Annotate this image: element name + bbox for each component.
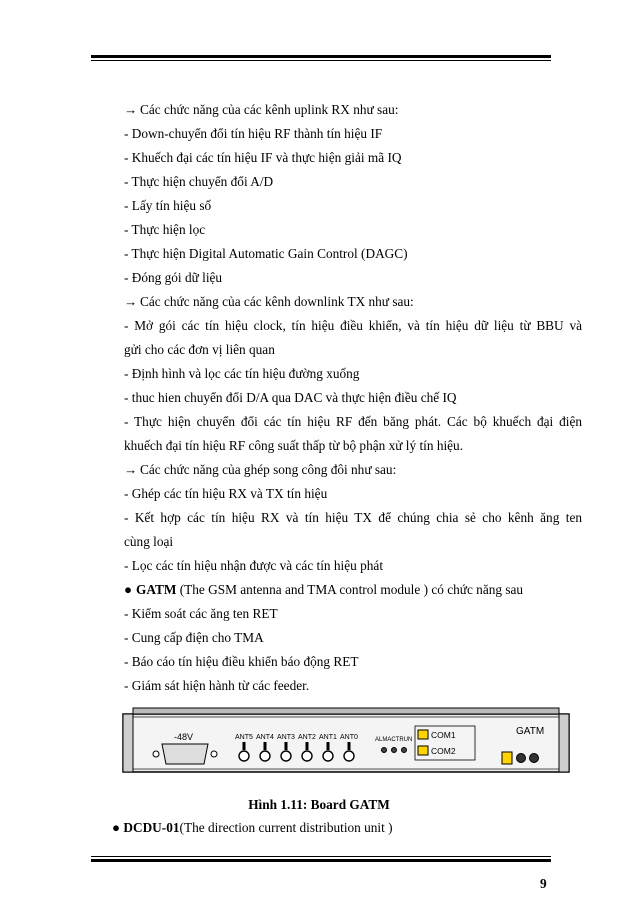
footer-rule-thin [91, 856, 551, 857]
line-text: - Lọc các tín hiệu nhận được và các tín hiệu phát [124, 558, 384, 573]
dcdu-line [112, 820, 393, 836]
arrow-icon: → [124, 462, 138, 477]
text-line [124, 602, 582, 626]
gatm-board-figure [122, 706, 570, 780]
line-text: Các chức năng của các kênh uplink RX như sau: [140, 102, 399, 117]
line-text: Các chức năng của ghép song công đôi như sau: [140, 462, 397, 477]
antenna-stem [285, 742, 288, 750]
line-text: - Lấy tín hiệu số [124, 198, 212, 213]
text-line [124, 554, 582, 578]
line-text: Các chức năng của các kênh downlink TX như sau: [140, 294, 414, 309]
socket-yellow-icon [502, 752, 512, 764]
top-bar [133, 708, 559, 714]
text-line [124, 458, 582, 482]
text-line [124, 338, 582, 362]
line-text: - Kiểm soát các ăng ten RET [124, 606, 278, 621]
line-text: - Down-chuyển đổi tín hiệu RF thành tín hiệu IF [124, 126, 383, 141]
antenna-stem [243, 742, 246, 750]
line-text: - Thực hiện chuyển đổi các tín hiệu RF đến băng phát. Các bộ khuếch đại điện [124, 414, 582, 429]
antenna-stem [306, 742, 309, 750]
line-text: - Khuếch đại các tín hiệu IF và thực hiện giải mã IQ [124, 150, 402, 165]
body-text [124, 98, 582, 698]
line-text: - Thực hiện chuyển đổi A/D [124, 174, 274, 189]
text-line [124, 218, 582, 242]
antenna-connector-icon [302, 751, 312, 761]
antenna-connector-icon [344, 751, 354, 761]
term: GATM [136, 582, 177, 597]
text-line [124, 410, 582, 434]
text-line [124, 650, 582, 674]
right-handle [559, 714, 569, 772]
text-line [124, 506, 582, 530]
antenna-connector-icon [281, 751, 291, 761]
led-icon [382, 748, 387, 753]
com2-label: COM2 [431, 746, 456, 756]
antenna-stem [264, 742, 267, 750]
antenna-label: ANT0 [340, 734, 358, 741]
bullet-icon: ● [112, 820, 121, 835]
header-rule [91, 55, 551, 58]
text-line [124, 170, 582, 194]
text-line [124, 626, 582, 650]
line-text: - Kết hợp các tín hiệu RX và tín hiệu TX để chúng chia sẻ cho kênh ăng ten [124, 510, 582, 525]
line-text: - Mở gói các tín hiệu clock, tín hiệu điều khiển, và tín hiệu dữ liệu từ BBU và [124, 318, 582, 333]
com1-label: COM1 [431, 730, 456, 740]
line-text: - Cung cấp điện cho TMA [124, 630, 264, 645]
line-text: - Định hình và lọc các tín hiệu đường xuống [124, 366, 360, 381]
led-icon [392, 748, 397, 753]
footer-rule [91, 859, 551, 862]
text-line [124, 578, 582, 602]
text-line [124, 122, 582, 146]
text-line [124, 386, 582, 410]
antenna-label: ANT5 [235, 734, 253, 741]
bullet-icon: ● [124, 582, 133, 597]
antenna-connector-icon [323, 751, 333, 761]
text-line [124, 194, 582, 218]
dcdu-term: DCDU-01 [123, 820, 180, 835]
text-line [124, 362, 582, 386]
line-text: - Giám sát hiện hành từ các feeder. [124, 678, 310, 693]
arrow-icon: → [124, 294, 138, 309]
text-line [124, 146, 582, 170]
header-rule-thin [91, 60, 551, 61]
figure-caption: Hình 1.11: Board GATM [248, 797, 390, 812]
power-connector-icon [162, 744, 208, 764]
text-line [124, 98, 582, 122]
line-text: - Đóng gói dữ liệu [124, 270, 223, 285]
socket-2-icon [530, 754, 539, 763]
text-line [124, 242, 582, 266]
text-line [124, 482, 582, 506]
com2-port-icon [418, 746, 428, 755]
led-labels: ALMACTRUN [375, 737, 413, 743]
board-title: GATM [516, 726, 545, 737]
arrow-icon: → [124, 102, 138, 117]
text-line [124, 530, 582, 554]
left-handle [123, 714, 133, 772]
power-label: -48V [174, 732, 194, 742]
line-text: - Báo cáo tín hiệu điều khiển báo động RET [124, 654, 359, 669]
led-icon [402, 748, 407, 753]
socket-1-icon [517, 754, 526, 763]
antenna-connector-icon [260, 751, 270, 761]
com1-port-icon [418, 730, 428, 739]
page-number: 9 [540, 876, 547, 891]
antenna-connector-icon [239, 751, 249, 761]
antenna-label: ANT4 [256, 734, 274, 741]
text-line [124, 290, 582, 314]
line-text: cùng loại [124, 534, 174, 549]
line-text: khuếch đại tín hiệu RF công suất thấp từ bộ phận xử lý tín hiệu. [124, 438, 464, 453]
text-line [124, 314, 582, 338]
antenna-stem [348, 742, 351, 750]
antenna-stem [327, 742, 330, 750]
antenna-label: ANT3 [277, 734, 295, 741]
line-text: - Thực hiện Digital Automatic Gain Control (DAGC) [124, 246, 408, 261]
dcdu-description: (The direction current distribution unit ) [179, 820, 393, 835]
text-line [124, 674, 582, 698]
text-line [124, 266, 582, 290]
line-text: - Ghép các tín hiệu RX và TX tín hiệu [124, 486, 328, 501]
antenna-label: ANT1 [319, 734, 337, 741]
line-text: - Thực hiện lọc [124, 222, 206, 237]
line-text: gửi cho các đơn vị liên quan [124, 342, 275, 357]
line-text: (The GSM antenna and TMA control module ) có chức năng sau [176, 582, 524, 597]
text-line [124, 434, 582, 458]
antenna-label: ANT2 [298, 734, 316, 741]
line-text: - thuc hien chuyển đổi D/A qua DAC và thực hiện điều chế IQ [124, 390, 457, 405]
